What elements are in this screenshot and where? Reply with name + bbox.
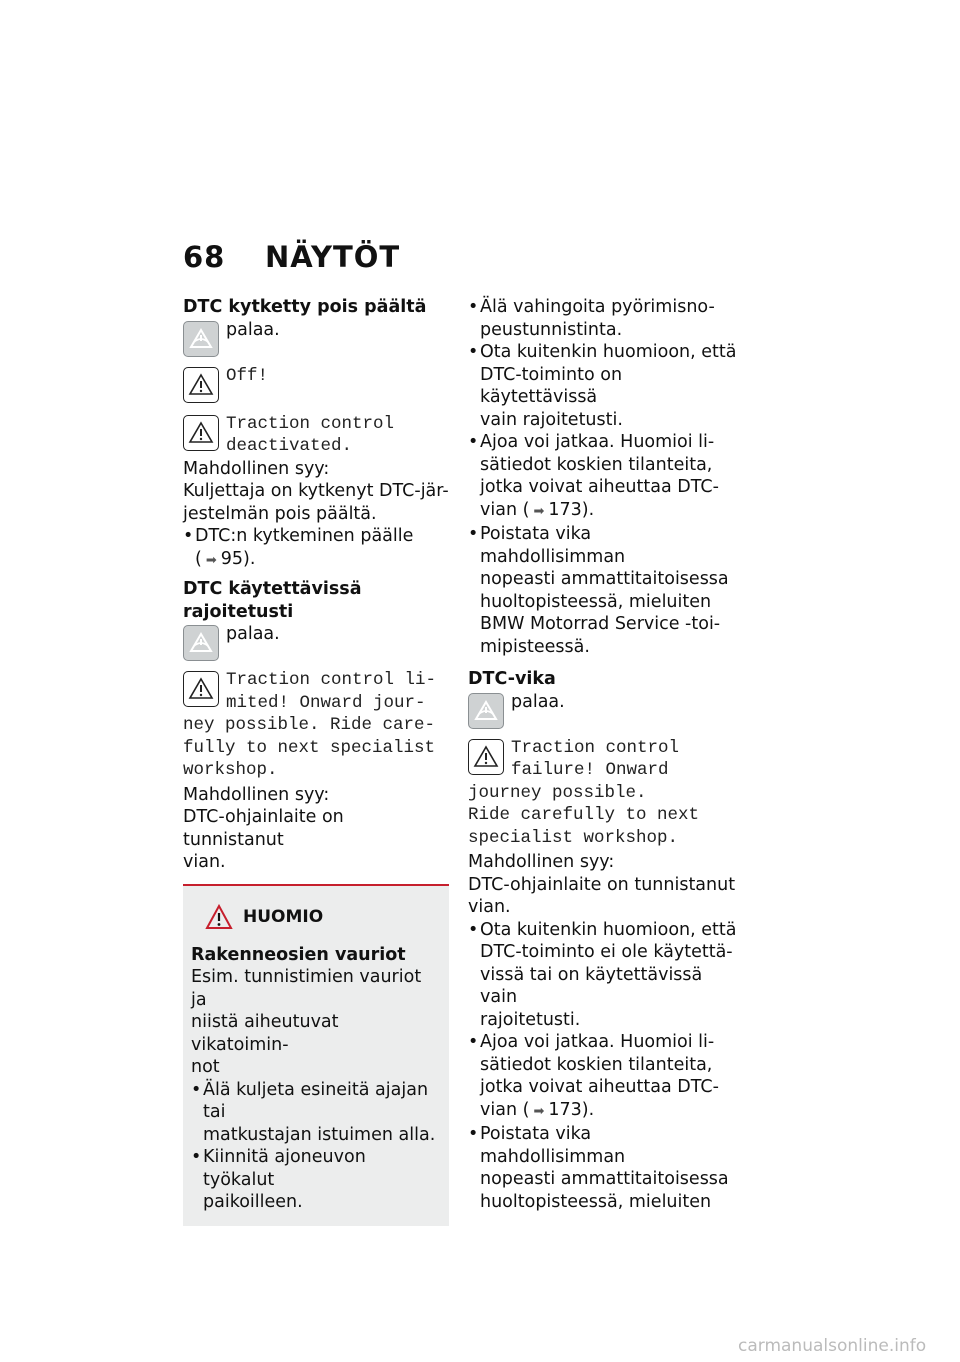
text-line: paikoilleen. [203,1192,303,1212]
display-message-deactivated [183,413,449,458]
display-text: mited! Onward jour- [226,692,426,713]
cause-block [183,784,449,874]
page-number: 68 [183,240,226,274]
display-text: ney possible. Ride care- [183,715,436,735]
warning-triangle-icon [468,739,504,775]
text-line: • Älä kuljeta esineitä ajajan tai [203,1079,429,1122]
text-line: DTC-ohjainlaite on tunnistanut [468,874,736,895]
text-line: • Ajoa voi jatkaa. Huomioi li- [480,432,715,452]
text-line: • Ajoa voi jatkaa. Huomioi li- [480,1032,715,1052]
text-line: DTC-toiminto ei ole käytettä- [480,942,733,962]
lamp-row [183,319,449,361]
text-line: Kuljettaja on kytkenyt DTC-jär- [183,481,449,501]
text-line: huoltopisteessä, mieluiten [480,591,712,612]
text-line: • Poistata vika mahdollisimman [480,524,626,567]
text-line: vain rajoitetusti. [480,409,623,430]
list-item [468,296,738,341]
text-line: • Ota kuitenkin huomioon, että [480,919,737,940]
note-title: HUOMIO [243,906,324,927]
warning-triangle-icon [183,671,219,707]
cause-block [468,851,738,919]
text-line: niistä aiheutuvat vikatoimin- [191,1012,339,1055]
text-line: mipisteessä. [480,636,590,657]
text-line: jestelmän pois päältä. [183,503,377,524]
text-line: • Poistata vika mahdollisimman [480,1124,626,1167]
display-text: Traction control [226,413,395,434]
list-item [191,1079,441,1147]
text-line: • Ota kuitenkin huomioon, että [480,342,737,362]
text-line: not [191,1057,220,1077]
text-line: • Kiinnitä ajoneuvon työkalut [203,1147,366,1190]
arrow-reference-icon: ➡ [533,503,545,519]
section-title-dtc-fault: DTC-vika [468,669,556,689]
text-line: matkustajan istuimen alla. [203,1124,436,1145]
text-fragment: vian [480,499,518,520]
display-text: Ride carefully to next [468,805,700,825]
list-item [468,523,738,658]
page-header [183,240,400,274]
lamp-text: palaa. [226,624,280,644]
cause-label: Mahdollinen syy: [183,784,330,805]
display-text: deactivated. [226,436,353,456]
display-text: fully to next specialist [183,737,436,758]
left-column [183,290,449,1226]
display-text: specialist workshop. [468,827,679,848]
cause-block [183,458,449,573]
watermark: carmanualsonline.info [738,1336,927,1356]
list-item [468,919,738,1032]
cause-label: Mahdollinen syy: [468,852,615,872]
text-line: nopeasti ammattitaitoisessa [480,569,729,589]
page-ref: 173). [548,499,595,520]
list-item [191,1146,441,1214]
text-line: nopeasti ammattitaitoisessa [480,1169,729,1189]
display-text: journey possible. [468,782,647,803]
display-text: workshop. [183,760,278,780]
text-line: vian. [183,852,226,872]
traction-control-lamp-icon [183,625,219,661]
list-item [468,431,738,523]
text-line: vian ( ➡ 173). [480,499,595,520]
text-line: vian ( ➡ 173). [480,1099,595,1120]
cause-label: Mahdollinen syy: [183,458,330,479]
display-message-failure [468,737,738,850]
text-line: • DTC:n kytkeminen päälle [195,526,414,546]
warning-triangle-icon [183,415,219,451]
text-line: DTC-ohjainlaite on tunnistanut [183,807,344,850]
section-title-dtc-off: DTC kytketty pois päältä [183,297,427,317]
text-fragment: vian [480,1099,518,1120]
note-subtitle: Rakenneosien vauriot [191,944,406,965]
caution-note [183,884,449,1226]
page-ref: 173). [548,1099,595,1120]
list-item [468,1031,738,1123]
section-title-dtc-limited: DTC käytettävissä rajoitetusti [183,579,362,622]
text-line: jotka voivat aiheuttaa DTC- [480,477,719,497]
text-line: BMW Motorrad Service -toi- [480,614,721,634]
text-line: ( ➡ 95). [195,548,256,569]
display-text: Off! [226,365,269,386]
lamp-row [183,623,449,665]
display-text: failure! Onward [511,760,669,780]
text-line: vissä tai on käytettävissä vain [480,964,703,1007]
arrow-reference-icon: ➡ [205,552,217,568]
display-text: Traction control li- [226,670,437,690]
arrow-reference-icon: ➡ [533,1103,545,1119]
text-line: sätiedot koskien tilanteita, [480,454,713,475]
text-line: peustunnistinta. [480,319,623,340]
display-text: Traction control [511,737,680,758]
traction-control-lamp-icon [468,693,504,729]
list-item [468,341,738,431]
text-line: DTC-toiminto on käytettävissä [480,364,623,407]
right-column [468,296,738,1213]
text-line: Esim. tunnistimien vauriot ja [191,967,422,1010]
chapter-title: NÄYTÖT [265,240,401,274]
lamp-row [468,691,738,733]
note-header [205,904,441,930]
text-line: sätiedot koskien tilanteita, [480,1054,713,1075]
text-line: rajoitetusti. [480,1009,581,1030]
display-message-limited [183,669,449,782]
warning-triangle-icon [183,367,219,403]
page-ref: 95). [220,548,256,569]
list-item [468,1123,738,1213]
warning-triangle-icon [205,904,233,930]
text-line: • Älä vahingoita pyörimisno- [480,297,715,317]
text-line: huoltopisteessä, mieluiten [480,1191,712,1212]
text-line: jotka voivat aiheuttaa DTC- [480,1077,719,1097]
list-item [183,525,449,572]
lamp-text: palaa. [226,319,280,340]
text-line: vian. [468,897,511,917]
display-message-off [183,365,449,407]
lamp-text: palaa. [511,691,565,712]
traction-control-lamp-icon [183,321,219,357]
